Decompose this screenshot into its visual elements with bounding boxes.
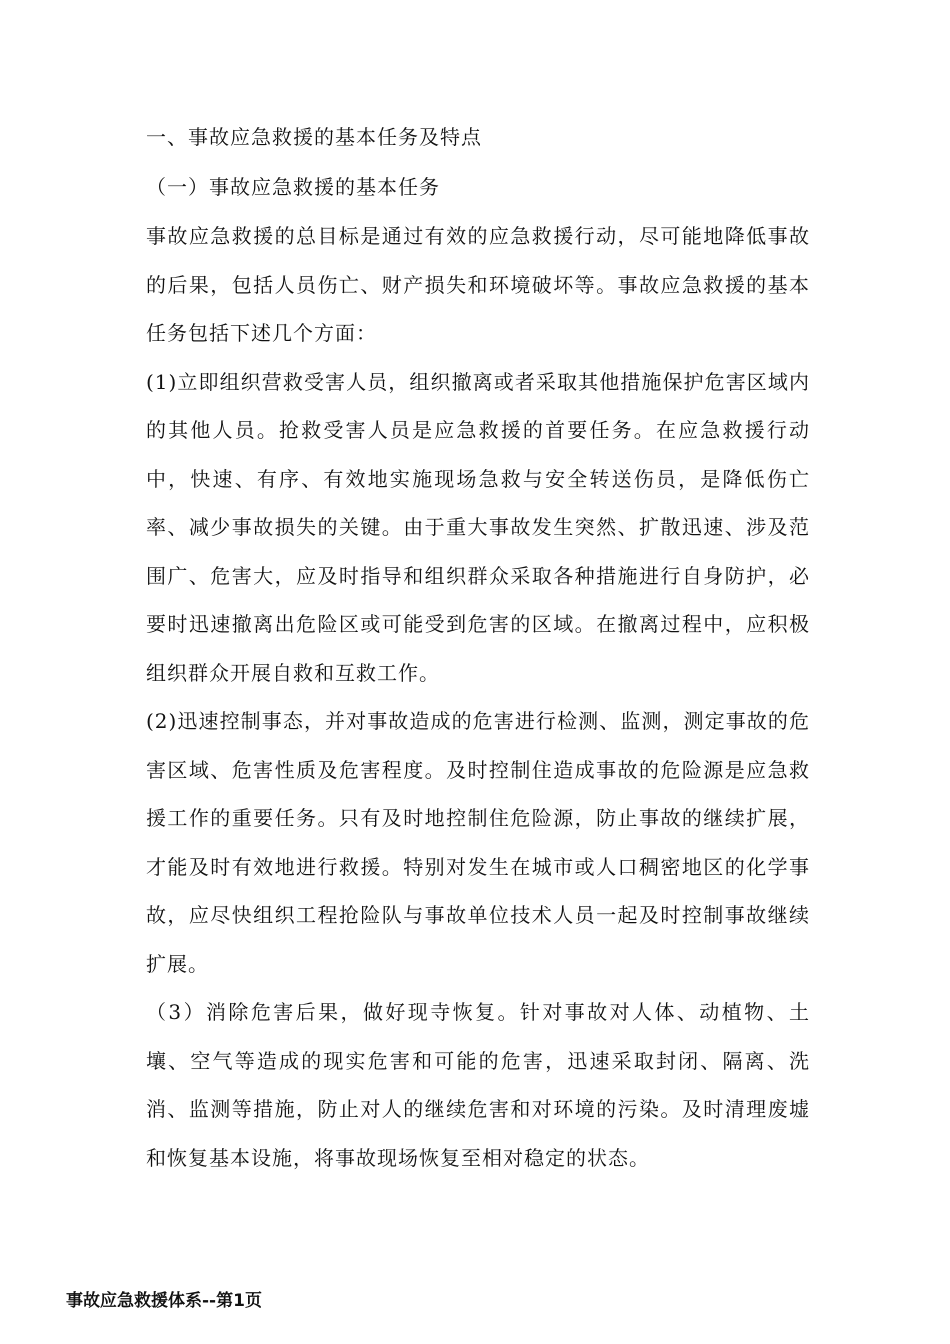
- page-footer: 事故应急救援体系--第1页: [66, 1291, 262, 1311]
- section-heading: 一、事故应急救援的基本任务及特点: [146, 125, 482, 149]
- subsection-heading: （一）事故应急救援的基本任务: [146, 175, 440, 199]
- paragraph-task-1: (1)立即组织营救受害人员，组织撤离或者采取其他措施保护危害区域内的其他人员。抢救受害人员是应急救援的首要任务。在应急救援行动中，快速、有序、有效地实施现场急救与安全转送伤员，是降低伤亡率、减少事故损失的关键。由于重大事故发生突然、扩散迅速、涉及范围广、危害大，应及时指导和组织群众采取各种措施进行自身防护，必要时迅速撤离出危险区或可能受到危害的区域。在撤离过程中，应积极组织群众开展自救和互救工作。: [146, 369, 810, 685]
- paragraph-intro: 事故应急救援的总目标是通过有效的应急救援行动，尽可能地降低事故的后果，包括人员伤亡、财产损失和环境破坏等。事故应急救援的基本任务包括下述几个方面：: [146, 224, 810, 345]
- paragraph-task-2: (2)迅速控制事态，并对事故造成的危害进行检测、监测，测定事故的危害区域、危害性质及危害程度。及时控制住造成事故的危险源是应急救援工作的重要任务。只有及时地控制住危险源，防止事故的继续扩展，才能及时有效地进行救援。特别对发生在城市或人口稠密地区的化学事故，应尽快组织工程抢险队与事故单位技术人员一起及时控制事故继续扩展。: [146, 709, 810, 976]
- paragraph-task-3: （3）消除危害后果，做好现寺恢复。针对事故对人体、动植物、土壤、空气等造成的现实危害和可能的危害，迅速采取封闭、隔离、洗消、监测等措施，防止对人的继续危害和对环境的污染。及时清理废墟和恢复基本设施，将事故现场恢复至相对稳定的状态。: [146, 1000, 810, 1170]
- document-body: [146, 112, 810, 1182]
